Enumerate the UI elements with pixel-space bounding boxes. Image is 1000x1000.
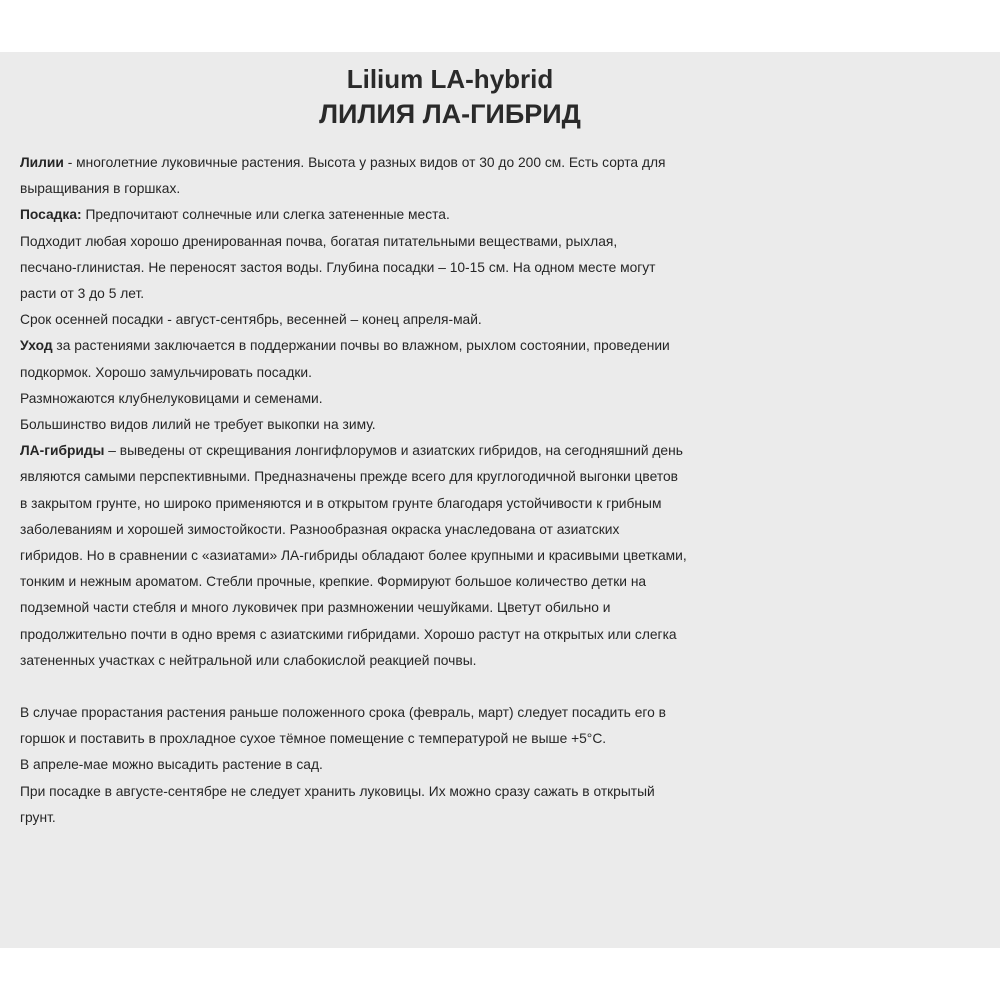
line-text: – выведены от скрещивания лонгифлорумов и азиатских гибридов, на сегодняшний день (104, 443, 683, 459)
text-line (20, 700, 995, 726)
text-line (20, 360, 995, 386)
line-text: гибридов. Но в сравнении с «азиатами» ЛА-гибриды обладают более крупными и красивыми цветками, (20, 548, 687, 564)
line-text: затененных участках с нейтральной или слабокислой реакцией почвы. (20, 652, 477, 668)
title-latin: Lilium LA-hybrid (346, 64, 554, 94)
text-line (20, 412, 995, 438)
instruction-card (0, 52, 1000, 948)
text-line (20, 648, 995, 674)
text-line (20, 386, 995, 412)
text-line (20, 255, 995, 281)
text-line (20, 281, 995, 307)
line-text: песчано-глинистая. Не переносят застоя воды. Глубина посадки – 10-15 см. На одном месте могут (20, 259, 656, 275)
line-text: подземной части стебля и много луковичек при размножении чешуйками. Цветут обильно и (20, 600, 611, 616)
line-text: Большинство видов лилий не требует выкопки на зиму. (20, 417, 376, 433)
text-line (20, 805, 995, 831)
text-line (20, 543, 995, 569)
text-line (20, 491, 995, 517)
line-text: за растениями заключается в поддержании почвы во влажном, рыхлом состоянии, проведении (52, 338, 670, 354)
text-line (20, 464, 995, 490)
title-block (0, 62, 900, 132)
line-text: Размножаются клубнелуковицами и семенами. (20, 390, 323, 406)
text-line (20, 569, 995, 595)
text-line (20, 307, 995, 333)
text-line (20, 622, 995, 648)
text-line (20, 229, 995, 255)
line-text: Подходит любая хорошо дренированная почва, богатая питательными веществами, рыхлая, (20, 233, 618, 249)
text-line (20, 176, 995, 202)
text-line (20, 202, 995, 228)
bold-term: Уход (20, 338, 53, 354)
bold-term: ЛА-гибриды (20, 443, 105, 459)
line-text: - многолетние луковичные растения. Высота у разных видов от 30 до 200 см. Есть сорта для (63, 155, 666, 170)
title-russian: ЛИЛИЯ ЛА-ГИБРИД (319, 99, 581, 129)
line-text: расти от 3 до 5 лет. (20, 286, 145, 302)
bold-term: Посадка: (20, 207, 82, 223)
line-text: являются самыми перспективными. Предназначены прежде всего для круглогодичной выгонки цветов (20, 469, 678, 485)
line-text: в закрытом грунте, но широко применяются и в открытом грунте благодаря устойчивости к грибным (20, 495, 662, 511)
body-text (20, 150, 995, 831)
text-line (20, 517, 995, 543)
line-text: выращивания в горшках. (20, 181, 181, 197)
line-text: В апреле-мае можно высадить растение в сад. (20, 757, 323, 773)
bold-term: Лилии (20, 155, 64, 170)
line-text: горшок и поставить в прохладное сухое тёмное помещение с температурой не выше +5°С. (20, 731, 607, 747)
text-line (20, 333, 995, 359)
line-text: заболеваниям и хорошей зимостойкости. Разнообразная окраска унаследована от азиатских (20, 521, 620, 537)
text-line (20, 150, 995, 176)
text-line (20, 438, 995, 464)
line-text: При посадке в августе-сентябре не следует хранить луковицы. Их можно сразу сажать в открытый (20, 783, 655, 799)
line-text: Срок осенней посадки - август-сентябрь, весенней – конец апреля-май. (20, 312, 482, 328)
paragraph-gap (20, 674, 995, 700)
line-text: Предпочитают солнечные или слегка затененные места. (81, 207, 450, 223)
text-line (20, 779, 995, 805)
line-text: грунт. (20, 809, 56, 825)
text-line (20, 595, 995, 621)
line-text: В случае прорастания растения раньше положенного срока (февраль, март) следует посадить его в (20, 705, 666, 721)
text-line (20, 752, 995, 778)
line-text: продолжительно почти в одно время с азиатскими гибридами. Хорошо растут на открытых или слегка (20, 626, 677, 642)
text-line (20, 726, 995, 752)
line-text: подкормок. Хорошо замульчировать посадки. (20, 364, 312, 380)
line-text: тонким и нежным ароматом. Стебли прочные, крепкие. Формируют большое количество детки на (20, 574, 647, 590)
